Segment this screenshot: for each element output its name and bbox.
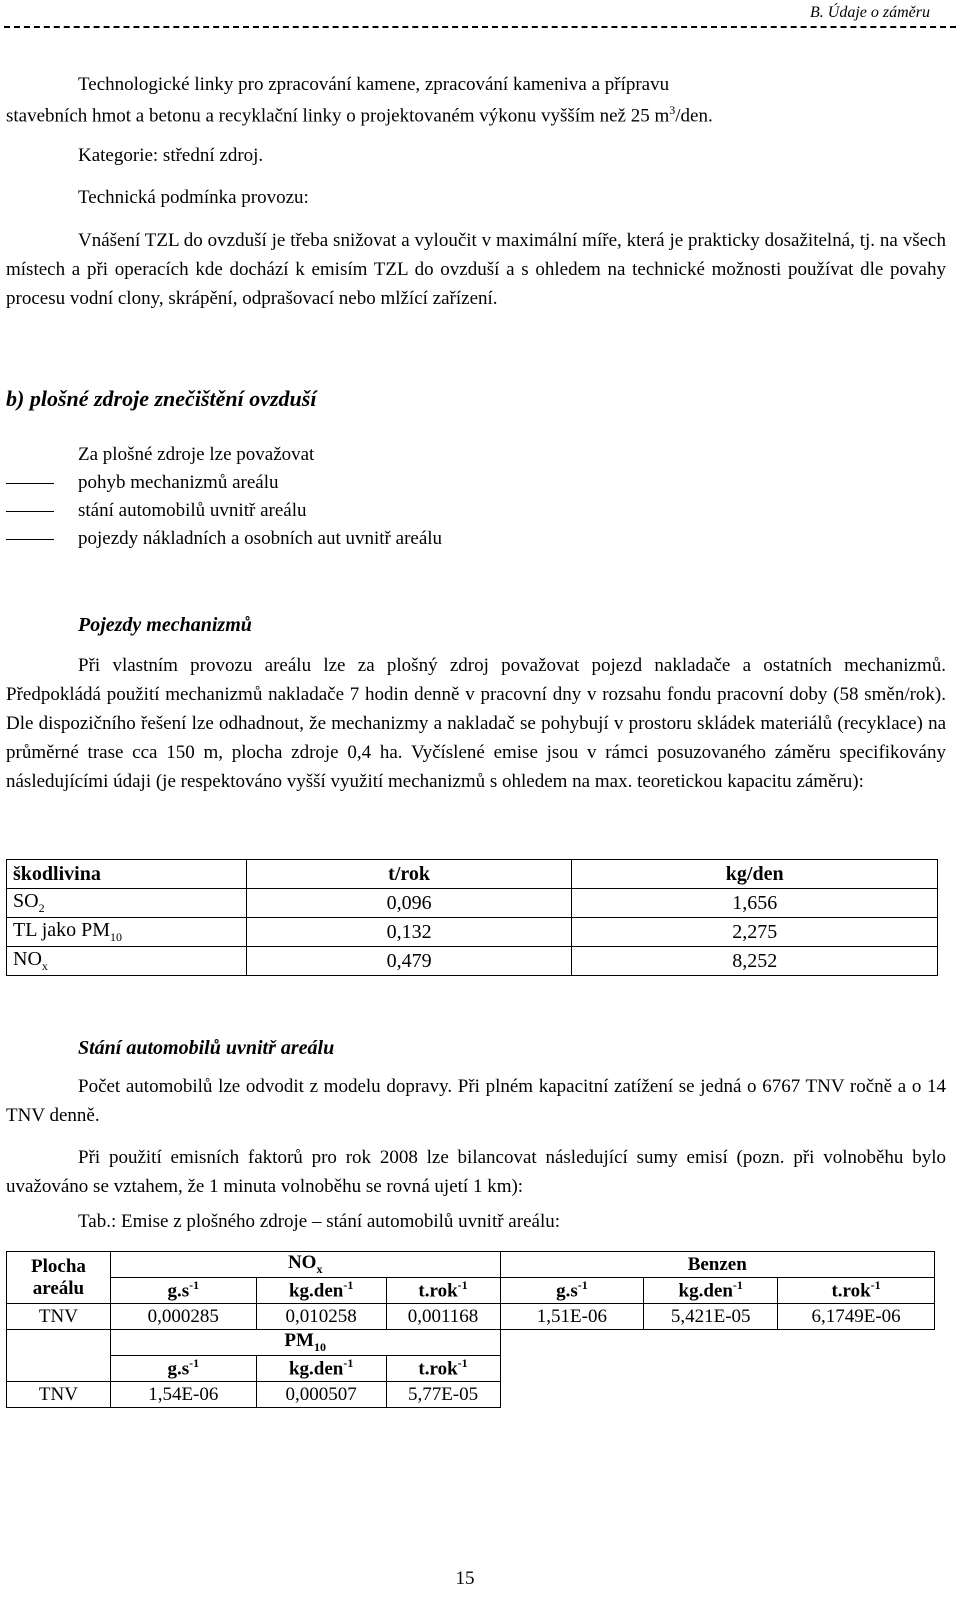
pollutant-base: TL jako PM (13, 919, 111, 941)
stani-heading: Stání automobilů uvnitř areálu (78, 1037, 335, 1059)
pojezdy-heading: Pojezdy mechanizmů (78, 614, 252, 636)
nox-sub: x (316, 1261, 323, 1276)
table-row (7, 1304, 935, 1330)
list-item-text: stání automobilů uvnitř areálu (78, 500, 307, 521)
intro-line-1: Technologické linky pro zpracování kamene, zpracování kameniva a přípravu (78, 74, 670, 95)
header-rule (4, 26, 956, 28)
list-item (6, 528, 442, 550)
header-skodlivina: škodlivina (7, 860, 247, 889)
unit-sup: -1 (189, 1356, 200, 1371)
value-cell: 1,51E-06 (500, 1304, 644, 1330)
unit-gs (500, 1278, 644, 1304)
unit-sup: -1 (189, 1278, 200, 1293)
pollutant-name (7, 918, 247, 947)
value-t-rok: 0,096 (246, 889, 572, 918)
unit-text: g.s (167, 1280, 190, 1302)
table-header-row (7, 1252, 935, 1278)
pollutant-sub: x (41, 959, 48, 973)
intro-line-2 (6, 103, 713, 127)
nox-base: NO (287, 1252, 317, 1274)
table-row (7, 947, 938, 976)
unit-kgden (256, 1356, 386, 1382)
intro-line-2-end: /den. (675, 105, 713, 127)
category-line: Kategorie: střední zdroj. (78, 145, 264, 166)
page-number: 15 (455, 1568, 475, 1589)
value-cell: 5,77E-05 (386, 1382, 500, 1408)
pollutant-name (7, 947, 247, 976)
condition-text: Vnášení TZL do ovzduší je třeba snižovat a vyloučit v maximální míře, která je prakticky dosažitelná, tj. na všech místech a při operacích kde dochází k emisím TZL do ovzduší a s ohledem na technické možnosti používat dle povahy procesu vodní clony, skrápění, odprašovací nebo mlžící zařízení. (6, 230, 946, 309)
list-item-text: pohyb mechanizmů areálu (78, 472, 279, 493)
table-unit-row (7, 1278, 935, 1304)
stani-text-1: Počet automobilů lze odvodit z modelu dopravy. Při plném kapacitní zatížení se jedná o 6767 TNV ročně a o 14 TNV denně. (6, 1076, 946, 1126)
condition-title: Technická podmínka provozu: (78, 187, 309, 208)
area-cell: TNV (7, 1382, 111, 1408)
unit-sup: -1 (870, 1278, 881, 1293)
unit-text: t.rok (418, 1280, 458, 1302)
header-plocha (7, 1252, 111, 1304)
list-item (6, 500, 306, 522)
header-pm10 (110, 1330, 500, 1356)
unit-gs (110, 1356, 256, 1382)
unit-gs (110, 1278, 256, 1304)
pollutant-base: SO (13, 890, 39, 912)
dash-bullet (6, 483, 54, 484)
value-kg-den: 2,275 (572, 918, 938, 947)
table-header-row (7, 1330, 935, 1356)
unit-text: g.s (556, 1280, 578, 1302)
value-kg-den: 8,252 (572, 947, 938, 976)
pojezdy-text: Při vlastním provozu areálu lze za plošný zdroj považovat pojezd nakladače a ostatních mechanizmů. Předpokládá použití mechanizmů nakladače 7 hodin denně v pracovní dny v rozsahu fondu pracovní doby (58 směn/rok). Dle dispozičního řešení lze odhadnout, že mechanizmy a nakladač se pohybují v prostoru skládek materiálů (recyklace) na průměrné trase cca 150 m, plocha zdroje 0,4 ha. Vyčíslené emise jsou v rámci posuzovaného záměru specifikovány následujícími údaji (je respektováno vyšší využití mechanizmů s ohledem na max. teoretickou kapacitu záměru): (6, 655, 946, 792)
unit-kgden (256, 1278, 386, 1304)
unit-sup: -1 (457, 1356, 468, 1371)
running-header: B. Údaje o záměru (810, 4, 930, 21)
empty-cell (7, 1330, 111, 1382)
unit-text: kg.den (288, 1358, 344, 1380)
unit-kgden (644, 1278, 778, 1304)
table-header-row (7, 860, 938, 889)
pollutant-base: NO (13, 948, 42, 970)
unit-trok (386, 1278, 500, 1304)
table-row (7, 889, 938, 918)
header-t-rok: t/rok (246, 860, 572, 889)
list-item-text: pojezdy nákladních a osobních aut uvnitř areálu (78, 528, 443, 549)
unit-text: t.rok (418, 1358, 458, 1380)
intro-line-2-text: stavebních hmot a betonu a recyklační linky o projektovaném výkonu vyšším než 25 m (6, 105, 670, 127)
unit-sup: -1 (343, 1278, 354, 1293)
value-cell: 0,010258 (256, 1304, 386, 1330)
value-cell: 1,54E-06 (110, 1382, 256, 1408)
unit-sup: -1 (577, 1278, 588, 1293)
stani-emission-table (6, 1251, 935, 1408)
header-plocha-line1: Plocha (31, 1255, 86, 1277)
value-cell: 5,421E-05 (644, 1304, 778, 1330)
empty-area (500, 1330, 935, 1408)
dash-bullet (6, 539, 54, 540)
header-benzen: Benzen (500, 1252, 935, 1278)
value-cell: 6,1749E-06 (778, 1304, 935, 1330)
value-t-rok: 0,479 (246, 947, 572, 976)
value-cell: 0,001168 (386, 1304, 500, 1330)
section-b-heading: b) plošné zdroje znečištění ovzduší (6, 386, 317, 411)
header-plocha-line2: areálu (32, 1277, 85, 1299)
value-cell: 0,000285 (110, 1304, 256, 1330)
pm-base: PM (284, 1330, 314, 1352)
area-cell: TNV (7, 1304, 111, 1330)
value-t-rok: 0,132 (246, 918, 572, 947)
table-row (7, 918, 938, 947)
unit-sup: -1 (732, 1278, 743, 1293)
unit-text: kg.den (678, 1280, 733, 1302)
unit-sup: -1 (343, 1356, 354, 1371)
unit-text: g.s (167, 1358, 190, 1380)
value-cell: 0,000507 (256, 1382, 386, 1408)
pollutant-name (7, 889, 247, 918)
pojezdy-emission-table (6, 859, 938, 976)
header-nox (110, 1252, 500, 1278)
list-item (6, 472, 278, 494)
intro-line-2-sup: 3 (669, 103, 676, 117)
dash-bullet (6, 511, 54, 512)
header-kg-den: kg/den (572, 860, 938, 889)
section-b-intro: Za plošné zdroje lze považovat (78, 444, 315, 465)
unit-text: kg.den (288, 1280, 344, 1302)
unit-trok (386, 1356, 500, 1382)
pollutant-sub: 10 (110, 930, 123, 944)
stani-text-2: Při použití emisních faktorů pro rok 2008 lze bilancovat následující sumy emisí (pozn. při volnoběhu bylo uvažováno se vztahem, že 1 minuta volnoběhu se rovná ujetí 1 km): (6, 1147, 946, 1197)
unit-trok (778, 1278, 935, 1304)
unit-text: t.rok (831, 1280, 871, 1302)
table-caption: Tab.: Emise z plošného zdroje – stání automobilů uvnitř areálu: (78, 1211, 560, 1232)
unit-sup: -1 (457, 1278, 468, 1293)
value-kg-den: 1,656 (572, 889, 938, 918)
pm-sub: 10 (313, 1339, 326, 1354)
pollutant-sub: 2 (38, 901, 45, 915)
